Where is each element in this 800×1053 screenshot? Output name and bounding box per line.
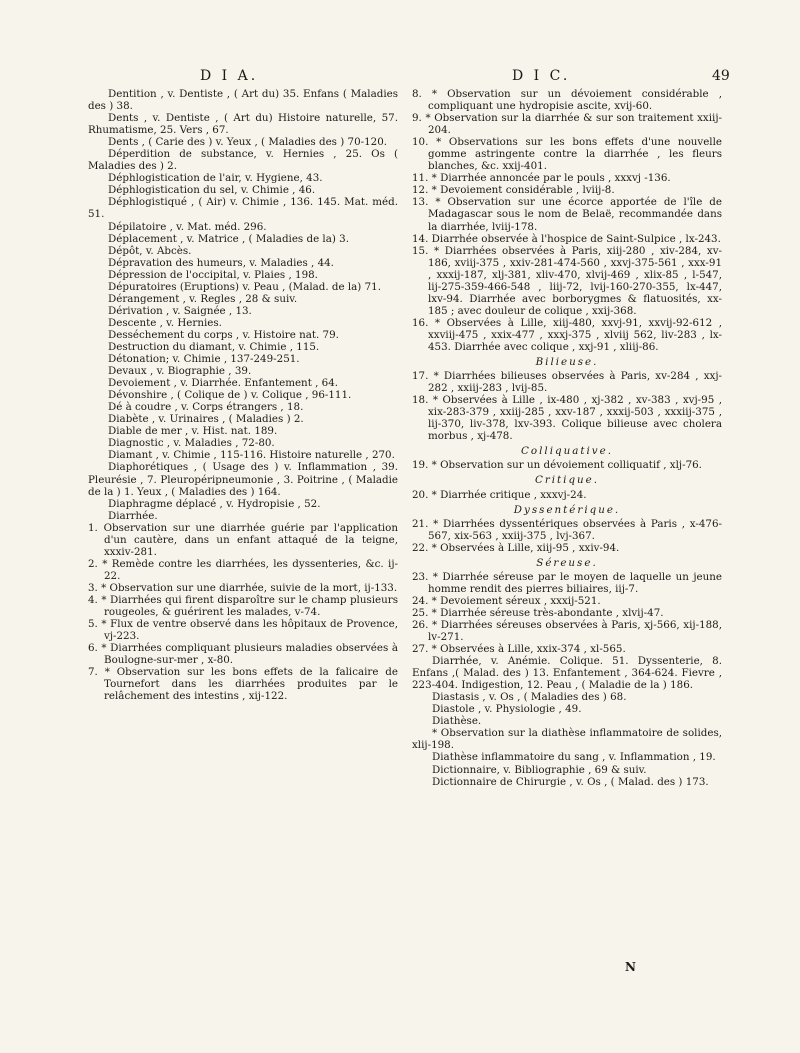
index-entry: Descente , v. Hernies. (108, 316, 222, 329)
index-entry: Diable de mer , v. Hist. nat. 189. (108, 425, 278, 438)
index-entry: Diaphorétiques , ( Usage des ) v. Inflammation , 39. Pleurésie , 7. Pleuropéripneumonie , 3. Poitrine , ( Maladie de la ) 1. Yeux , ( Maladies des ) 164. (88, 461, 398, 498)
index-entry: Diastasis , v. Os , ( Maladies des ) 68. (432, 691, 627, 704)
numbered-entry: 27. * Observées à Lille, xxix-374 , xl-565. (412, 643, 626, 656)
left-column (88, 88, 398, 702)
numbered-entry: 6. * Diarrhées compliquant plusieurs maladies observées à Boulogne-sur-mer , x-80. (88, 642, 398, 667)
index-entry: Diamant , v. Chimie , 115-116. Histoire naturelle , 270. (108, 449, 395, 462)
index-entry: Diabète , v. Urinaires , ( Maladies ) 2. (108, 413, 304, 426)
numbered-entry: 2. * Remède contre les diarrhées, les dyssenteries, &c. ij-22. (88, 557, 398, 582)
numbered-entry: 21. * Diarrhées dyssentériques observées à Paris , x-476-567, xix-563 , xxiij-375 , lvj-367. (412, 517, 722, 542)
numbered-entry: 9. * Observation sur la diarrhée & sur son traitement xxiij-204. (412, 112, 722, 137)
numbered-entry: 24. * Devoiement séreux , xxxij-521. (412, 594, 601, 607)
numbered-entry: 10. * Observations sur les bons effets d'une nouvelle gomme astringente contre la diarrhée , les fleurs blanches, &c. xxij-401. (412, 136, 722, 173)
numbered-entry: 5. * Flux de ventre observé dans les hôpitaux de Provence, vj-223. (88, 618, 398, 643)
index-entry: Dépôt, v. Abcès. (108, 244, 192, 257)
catchword: N (625, 960, 636, 974)
numbered-entry: 23. * Diarrhée séreuse par le moyen de laquelle un jeune homme rendit des pierres biliaires, iij-7. (412, 570, 722, 595)
numbered-entry: 11. * Diarrhée annoncée par le pouls , xxxvj -136. (412, 172, 671, 185)
index-entry: Diagnostic , v. Maladies , 72-80. (108, 437, 275, 450)
subheading: Séreuse. (536, 556, 598, 569)
index-entry: Dépilatoire , v. Mat. méd. 296. (108, 220, 267, 233)
numbered-entry: 15. * Diarrhées observées à Paris, xiij-280 , xiv-284, xv-186, xviij-375 , xxiv-281-474-560 , xxvj-375-561 , xxx-91 , xxxij-187, xlj-381, xliv-470, xlvij-469 , xlix-85 , l-547, lij-275-359-466-548 , liij-72, lvij-160-270-355, lx-447, lxv-94. Diarrhée avec borborygmes & flatuosités, xx-185 ; avec douleur de colique , xxij-368. (412, 244, 722, 317)
numbered-entry: 13. * Observation sur une écorce apportée de l'île de Madagascar sous le nom de Belaë, recommandée dans la diarrhée, lviij-178. (412, 196, 722, 233)
subheading: Diarrhée. (108, 509, 158, 522)
index-entry: Dérivation , v. Saignée , 13. (108, 304, 252, 317)
numbered-entry: 1. Observation sur une diarrhée guérie par l'application d'un cautère, dans un enfant attaqué de la teigne, xxxiv-281. (88, 521, 398, 558)
subheading: Dyssentérique. (513, 503, 621, 516)
numbered-entry: 22. * Observées à Lille, xiij-95 , xxiv-94. (412, 541, 620, 554)
index-entry: Dépravation des humeurs, v. Maladies , 44. (108, 256, 334, 269)
numbered-entry: 12. * Devoiement considérable , lviij-8. (412, 184, 615, 197)
index-entry: Dépression de l'occipital, v. Plaies , 198. (108, 268, 318, 281)
numbered-entry: 4. * Diarrhées qui firent disparoître sur le champ plusieurs rougeoles, & guérirent les malades, v-74. (88, 593, 398, 619)
running-head-left: D I A. (200, 68, 259, 84)
numbered-entry: 19. * Observation sur un dévoiement colliquatif , xlj-76. (412, 459, 702, 472)
index-entry: Diaphragme déplacé , v. Hydropisie , 52. (108, 497, 321, 510)
right-column (412, 88, 722, 788)
numbered-entry: 25. * Diarrhée séreuse très-abondante , xlvij-47. (412, 606, 664, 619)
index-entry: Déphlogistication du sel, v. Chimie , 46. (108, 184, 316, 197)
index-entry: * Observation sur la diathèse inflammatoire de solides, xlij-198. (412, 727, 722, 752)
running-head-center: D I C. (512, 68, 571, 84)
index-entry: Dents , v. Dentiste , ( Art du) Histoire naturelle, 57. Rhumatisme, 25. Vers , 67. (88, 112, 398, 137)
index-entry: Dévonshire , ( Colique de ) v. Colique , 96-111. (108, 389, 352, 402)
index-entry: Devoiement , v. Diarrhée. Enfantement , 64. (108, 377, 339, 390)
index-entry: Déplacement , v. Matrice , ( Maladies de la) 3. (108, 232, 349, 245)
numbered-entry: 7. * Observation sur les bons effets de la falicaire de Tournefort dans les diarrhées produites par le relâchement des intestins , xij-122. (88, 666, 398, 703)
index-entry: Desséchement du corps , v. Histoire nat. 79. (108, 328, 339, 341)
numbered-entry: 18. * Observées à Lille , ix-480 , xj-382 , xv-383 , xvj-95 , xix-283-379 , xxiij-285 , xxv-187 , xxxij-503 , xxxiij-375 , lij-370, liv-378, lxv-393. Colique bilieuse avec cholera morbus , xj-478. (412, 394, 722, 443)
index-entry: Déphlogistication de l'air, v. Hygiene, 43. (108, 172, 323, 185)
index-entry: Dé à coudre , v. Corps étrangers , 18. (108, 401, 304, 414)
index-entry: Détonation; v. Chimie , 137-249-251. (108, 353, 300, 366)
index-entry: Dépuratoires (Eruptions) v. Peau , (Malad. de la) 71. (108, 280, 381, 293)
subheading: Critique. (534, 474, 600, 487)
index-entry: Déperdition de substance, v. Hernies , 25. Os ( Maladies des ) 2. (88, 148, 398, 173)
index-entry: Dents , ( Carie des ) v. Yeux , ( Maladies des ) 70-120. (108, 136, 388, 149)
index-entry: Dérangement , v. Regles , 28 & suiv. (108, 292, 298, 305)
subheading: Diathèse. (432, 715, 482, 728)
index-entry: Dictionnaire, v. Bibliographie , 69 & suiv. (432, 763, 647, 776)
numbered-entry: 16. * Observées à Lille, xiij-480, xxvj-91, xxvij-92-612 , xxviij-475 , xxix-477 , xxxj-375 , xlviij 562, liv-283 , lx-453. Diarrhée avec colique , xxj-91 , xliij-86. (412, 316, 722, 353)
numbered-entry: 8. * Observation sur un dévoiement considérable , compliquant une hydropisie ascite, xvij-60. (412, 88, 722, 113)
numbered-entry: 17. * Diarrhées bilieuses observées à Paris, xv-284 , xxj-282 , xxiij-283 , lvij-85. (412, 370, 722, 395)
numbered-entry: 20. * Diarrhée critique , xxxvj-24. (412, 488, 587, 501)
index-entry: Diarrhée, v. Anémie. Colique. 51. Dyssenterie, 8. Enfans ,( Malad. des ) 13. Enfantement , 364-624. Fievre , 223-404. Indigestion, 12. Peau , ( Maladie de la ) 186. (412, 655, 722, 692)
index-entry: Dentition , v. Dentiste , ( Art du) 35. Enfans ( Maladies des ) 38. (88, 88, 398, 113)
index-entry: Devaux , v. Biographie , 39. (108, 365, 252, 378)
numbered-entry: 26. * Diarrhées séreuses observées à Paris, xj-566, xij-188, lv-271. (412, 618, 722, 644)
numbered-entry: 3. * Observation sur une diarrhée, suivie de la mort, ij-133. (88, 581, 398, 594)
index-entry: Diathèse inflammatoire du sang , v. Inflammation , 19. (432, 751, 716, 764)
numbered-entry: 14. Diarrhée observée à l'hospice de Saint-Sulpice , lx-243. (412, 232, 721, 245)
subheading: Colliquative. (521, 445, 613, 458)
index-entry: Dictionnaire de Chirurgie , v. Os , ( Malad. des ) 173. (432, 775, 709, 788)
index-entry: Déphlogistiqué , ( Air) v. Chimie , 136. 145. Mat. méd. 51. (88, 196, 398, 221)
index-entry: Diastole , v. Physiologie , 49. (432, 703, 582, 716)
index-entry: Destruction du diamant, v. Chimie , 115. (108, 340, 320, 353)
page-number: 49 (712, 68, 730, 84)
subheading: Bilieuse. (535, 356, 599, 369)
